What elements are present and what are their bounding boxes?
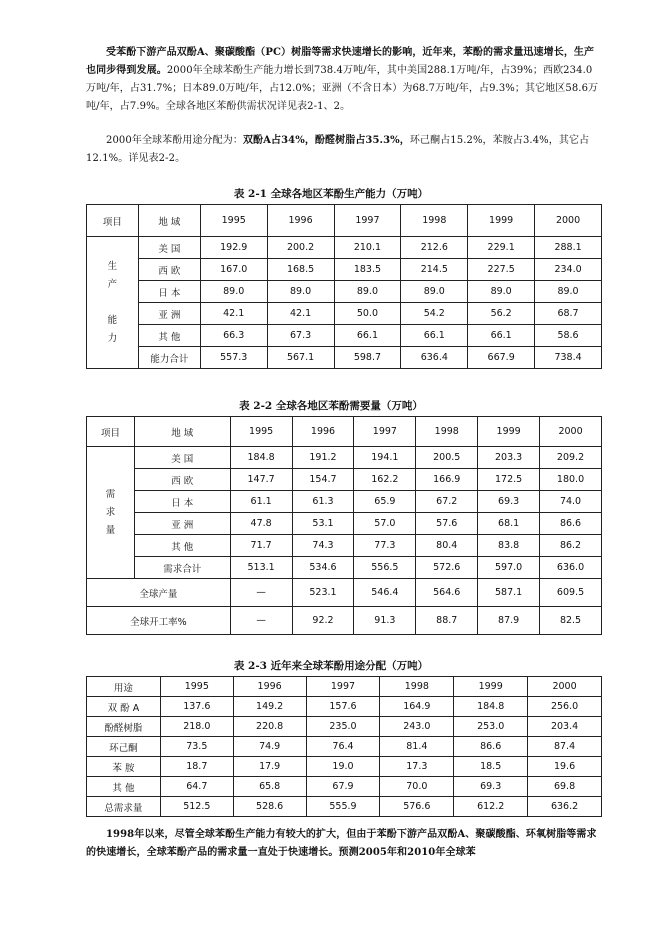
region-label: 其 他 — [134, 535, 230, 557]
group-label-production: 生 产 能 力 — [87, 237, 139, 369]
value-cell: 89.0 — [200, 281, 267, 303]
value-cell: 210.1 — [334, 237, 401, 259]
value-cell: 74.9 — [233, 737, 306, 757]
header-region: 地 域 — [138, 205, 200, 237]
value-cell: 194.1 — [354, 447, 416, 469]
table-usage — [86, 676, 602, 817]
value-cell: 83.8 — [478, 535, 540, 557]
value-cell: 243.0 — [380, 717, 454, 737]
value-cell: 636.4 — [401, 347, 468, 369]
value-cell: 61.3 — [292, 491, 354, 513]
value-cell: 220.8 — [233, 717, 306, 737]
region-label: 亚 洲 — [134, 513, 230, 535]
header-item: 项目 — [87, 205, 139, 237]
use-label: 双 酚 A — [87, 697, 161, 717]
table-row — [87, 557, 602, 579]
value-cell: 64.7 — [160, 777, 233, 797]
header-year: 1998 — [380, 677, 454, 697]
value-cell: 167.0 — [200, 259, 267, 281]
value-cell: 58.6 — [535, 325, 602, 347]
region-label: 西 欧 — [138, 259, 200, 281]
value-cell: 227.5 — [468, 259, 535, 281]
value-cell: 256.0 — [528, 697, 602, 717]
value-cell: 546.4 — [354, 579, 416, 607]
value-cell: 203.3 — [478, 447, 540, 469]
value-cell: 54.2 — [401, 303, 468, 325]
header-year: 1997 — [334, 205, 401, 237]
value-cell: 69.8 — [528, 777, 602, 797]
value-cell: 587.1 — [478, 579, 540, 607]
table-row — [87, 347, 602, 369]
table-row — [87, 259, 602, 281]
table-row — [87, 607, 602, 635]
use-label: 环己酮 — [87, 737, 161, 757]
header-use: 用途 — [87, 677, 161, 697]
header-year: 1997 — [354, 417, 416, 447]
value-cell: 557.3 — [200, 347, 267, 369]
value-cell: 191.2 — [292, 447, 354, 469]
value-cell: 288.1 — [535, 237, 602, 259]
table2-header-row — [87, 417, 602, 447]
value-cell: 203.4 — [528, 717, 602, 737]
value-cell: 149.2 — [233, 697, 306, 717]
value-cell: 17.9 — [233, 757, 306, 777]
value-cell: 184.8 — [230, 447, 292, 469]
region-label: 能力合计 — [138, 347, 200, 369]
value-cell: 168.5 — [267, 259, 334, 281]
summary-label: 全球产量 — [87, 579, 231, 607]
region-label: 需求合计 — [134, 557, 230, 579]
header-year: 1998 — [401, 205, 468, 237]
value-cell: 87.4 — [528, 737, 602, 757]
value-cell: — — [230, 579, 292, 607]
value-cell: 512.5 — [160, 797, 233, 817]
table-row — [87, 237, 602, 259]
header-region: 地 域 — [134, 417, 230, 447]
table3-header-row — [87, 677, 602, 697]
intro2-a: 2000年全球苯酚用途分配为： — [106, 135, 243, 146]
value-cell: 67.9 — [306, 777, 380, 797]
value-cell: 513.1 — [230, 557, 292, 579]
value-cell: 57.6 — [416, 513, 478, 535]
value-cell: 89.0 — [334, 281, 401, 303]
value-cell: 57.0 — [354, 513, 416, 535]
value-cell: 18.7 — [160, 757, 233, 777]
header-year: 1996 — [267, 205, 334, 237]
use-label: 苯 胺 — [87, 757, 161, 777]
value-cell: 567.1 — [267, 347, 334, 369]
value-cell: 67.2 — [416, 491, 478, 513]
table-row — [87, 281, 602, 303]
value-cell: 253.0 — [454, 717, 528, 737]
group-label-demand: 需 求 量 — [87, 447, 135, 579]
header-year: 1997 — [306, 677, 380, 697]
intro2-bold: 双酚A占34%，酚醛树脂占35.3%， — [242, 135, 410, 146]
value-cell: 19.0 — [306, 757, 380, 777]
header-year: 1998 — [416, 417, 478, 447]
intro-paragraph-2 — [86, 132, 602, 168]
value-cell: 89.0 — [468, 281, 535, 303]
value-cell: 164.9 — [380, 697, 454, 717]
intro-paragraph-1 — [86, 44, 602, 116]
table3-caption: 表 2-3 近年来全球苯酚用途分配（万吨） — [233, 660, 429, 672]
value-cell: 214.5 — [401, 259, 468, 281]
table-row — [87, 717, 602, 737]
header-year: 1999 — [478, 417, 540, 447]
value-cell: 636.2 — [528, 797, 602, 817]
value-cell: 166.9 — [416, 469, 478, 491]
value-cell: 738.4 — [535, 347, 602, 369]
table-row — [87, 469, 602, 491]
value-cell: 81.4 — [380, 737, 454, 757]
value-cell: 69.3 — [454, 777, 528, 797]
value-cell: 229.1 — [468, 237, 535, 259]
summary-label: 全球开工率% — [87, 607, 231, 635]
value-cell: 576.6 — [380, 797, 454, 817]
use-label: 总需求量 — [87, 797, 161, 817]
value-cell: 180.0 — [540, 469, 602, 491]
intro2-b: 环己酮占15.2%，苯胺占3.4%，其它占12.1%。详见表2-2。 — [86, 135, 590, 164]
value-cell: 66.1 — [401, 325, 468, 347]
value-cell: 88.7 — [416, 607, 478, 635]
value-cell: 47.8 — [230, 513, 292, 535]
intro-rest: 2000年全球苯酚生产能力增长到738.4万吨/年，其中美国288.1万吨/年，占39%；西欧234.0万吨/年，占31.7%；日本89.0万吨/年，占12.0%；亚洲（不含日本）为68.7万吨/年，占9.3%；其它地区58.6万吨/年，占7.9%。全球各地区苯酚供需状况详见表2-1、2。 — [86, 65, 599, 112]
value-cell: 66.3 — [200, 325, 267, 347]
table1-caption: 表 2-1 全球各地区苯酚生产能力（万吨） — [233, 188, 429, 200]
value-cell: 534.6 — [292, 557, 354, 579]
table1-header-row — [87, 205, 602, 237]
value-cell: 555.9 — [306, 797, 380, 817]
header-year: 1996 — [292, 417, 354, 447]
value-cell: 42.1 — [200, 303, 267, 325]
region-label: 日 本 — [134, 491, 230, 513]
header-year: 1996 — [233, 677, 306, 697]
value-cell: 137.6 — [160, 697, 233, 717]
table-row — [87, 757, 602, 777]
value-cell: 89.0 — [401, 281, 468, 303]
value-cell: 74.0 — [540, 491, 602, 513]
region-label: 西 欧 — [134, 469, 230, 491]
header-item: 项目 — [87, 417, 135, 447]
value-cell: 50.0 — [334, 303, 401, 325]
value-cell: 89.0 — [267, 281, 334, 303]
table-row — [87, 697, 602, 717]
header-year: 1999 — [454, 677, 528, 697]
table2-caption: 表 2-2 全球各地区苯酚需要量（万吨） — [239, 400, 423, 412]
intro-bold: 受苯酚下游产品双酚A、聚碳酸酯（PC）树脂等需求快速增长的影响，近年来，苯酚的需求量迅速增长，生产也同步得到发展。 — [86, 47, 595, 76]
table-row — [87, 579, 602, 607]
value-cell: 69.3 — [478, 491, 540, 513]
value-cell: 184.8 — [454, 697, 528, 717]
value-cell: 556.5 — [354, 557, 416, 579]
region-label: 美 国 — [138, 237, 200, 259]
table-demand — [86, 416, 602, 635]
value-cell: 18.5 — [454, 757, 528, 777]
closing-paragraph: 1998年以来，尽管全球苯酚生产能力有较大的扩大，但由于苯酚下游产品双酚A、聚碳酸酯、环氧树脂等需求的快速增长，全球苯酚产品的需求量一直处于快速增长。预测2005年和2010年全球苯 — [86, 829, 597, 858]
value-cell: 636.0 — [540, 557, 602, 579]
value-cell: 597.0 — [478, 557, 540, 579]
value-cell: 172.5 — [478, 469, 540, 491]
region-label: 美 国 — [134, 447, 230, 469]
value-cell: 86.6 — [454, 737, 528, 757]
header-year: 2000 — [528, 677, 602, 697]
value-cell: 70.0 — [380, 777, 454, 797]
header-year: 1995 — [230, 417, 292, 447]
value-cell: 218.0 — [160, 717, 233, 737]
table-row — [87, 777, 602, 797]
value-cell: 77.3 — [354, 535, 416, 557]
header-year: 2000 — [540, 417, 602, 447]
value-cell: 17.3 — [380, 757, 454, 777]
value-cell: 598.7 — [334, 347, 401, 369]
value-cell: 19.6 — [528, 757, 602, 777]
value-cell: 65.9 — [354, 491, 416, 513]
region-label: 亚 洲 — [138, 303, 200, 325]
value-cell: 157.6 — [306, 697, 380, 717]
value-cell: 234.0 — [535, 259, 602, 281]
value-cell: 89.0 — [535, 281, 602, 303]
region-label: 日 本 — [138, 281, 200, 303]
value-cell: 42.1 — [267, 303, 334, 325]
value-cell: 68.7 — [535, 303, 602, 325]
header-year: 1995 — [160, 677, 233, 697]
value-cell: 86.6 — [540, 513, 602, 535]
header-year: 1995 — [200, 205, 267, 237]
use-label: 其 他 — [87, 777, 161, 797]
value-cell: 528.6 — [233, 797, 306, 817]
value-cell: 609.5 — [540, 579, 602, 607]
table-production-capacity — [86, 204, 602, 369]
value-cell: 74.3 — [292, 535, 354, 557]
value-cell: 73.5 — [160, 737, 233, 757]
value-cell: 154.7 — [292, 469, 354, 491]
value-cell: 92.2 — [292, 607, 354, 635]
value-cell: 612.2 — [454, 797, 528, 817]
value-cell: 87.9 — [478, 607, 540, 635]
value-cell: — — [230, 607, 292, 635]
value-cell: 235.0 — [306, 717, 380, 737]
value-cell: 523.1 — [292, 579, 354, 607]
value-cell: 209.2 — [540, 447, 602, 469]
value-cell: 65.8 — [233, 777, 306, 797]
table-row — [87, 447, 602, 469]
value-cell: 667.9 — [468, 347, 535, 369]
table-row — [87, 491, 602, 513]
table-row — [87, 513, 602, 535]
value-cell: 91.3 — [354, 607, 416, 635]
use-label: 酚醛树脂 — [87, 717, 161, 737]
value-cell: 67.3 — [267, 325, 334, 347]
table-row — [87, 535, 602, 557]
value-cell: 76.4 — [306, 737, 380, 757]
value-cell: 183.5 — [334, 259, 401, 281]
value-cell: 66.1 — [334, 325, 401, 347]
table-row — [87, 737, 602, 757]
header-year: 1999 — [468, 205, 535, 237]
value-cell: 68.1 — [478, 513, 540, 535]
value-cell: 192.9 — [200, 237, 267, 259]
header-year: 2000 — [535, 205, 602, 237]
value-cell: 53.1 — [292, 513, 354, 535]
value-cell: 212.6 — [401, 237, 468, 259]
value-cell: 564.6 — [416, 579, 478, 607]
value-cell: 82.5 — [540, 607, 602, 635]
value-cell: 147.7 — [230, 469, 292, 491]
value-cell: 66.1 — [468, 325, 535, 347]
value-cell: 572.6 — [416, 557, 478, 579]
value-cell: 86.2 — [540, 535, 602, 557]
table-row — [87, 303, 602, 325]
value-cell: 80.4 — [416, 535, 478, 557]
value-cell: 162.2 — [354, 469, 416, 491]
value-cell: 200.2 — [267, 237, 334, 259]
region-label: 其 他 — [138, 325, 200, 347]
table-row — [87, 797, 602, 817]
value-cell: 200.5 — [416, 447, 478, 469]
value-cell: 56.2 — [468, 303, 535, 325]
value-cell: 71.7 — [230, 535, 292, 557]
table-row — [87, 325, 602, 347]
value-cell: 61.1 — [230, 491, 292, 513]
